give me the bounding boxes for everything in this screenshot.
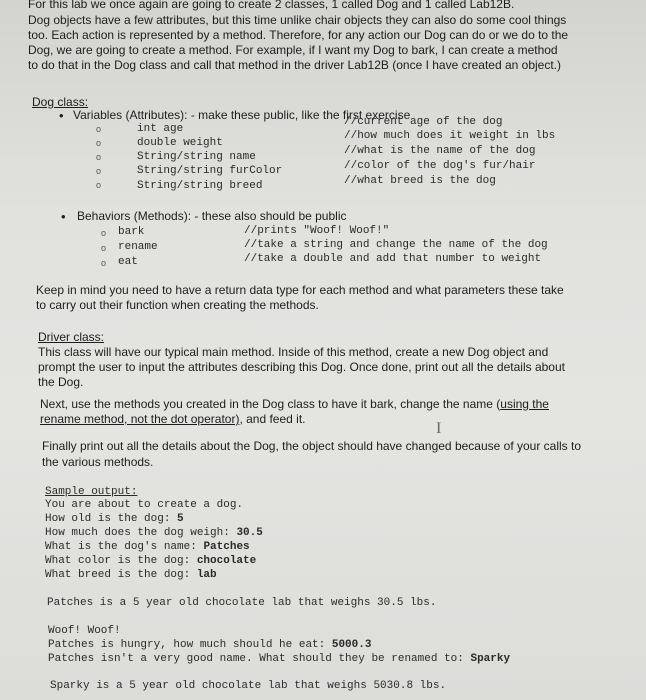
driver-line: This class will have our typical main method. Inside of this method, create a new Dog object and <box>38 345 549 359</box>
next-text-underlined: rename method, not the dot operator) <box>40 412 240 426</box>
variable-comment: //how much does it weight in lbs <box>344 130 556 142</box>
sample-line <box>48 639 371 651</box>
sample-line <box>45 499 243 511</box>
sample-input: lab <box>196 569 217 581</box>
variable-comment: //color of the dog's fur/hair <box>344 160 536 172</box>
sample-summary: Sparky is a 5 year old chocolate lab that weighs 5030.8 lbs. <box>50 680 447 692</box>
sample-line <box>45 555 256 567</box>
next-text-underlined: using the <box>500 397 549 411</box>
method-comment: //take a string and change the name of the dog <box>244 239 548 251</box>
sample-input: 30.5 <box>236 527 263 539</box>
return-note-line: Keep in mind you need to have a return data type for each method and what parameters these take <box>36 283 564 297</box>
intro-line: too. Each action is represented by a method. Therefore, for any action our Dog can do or we do to the <box>28 28 569 42</box>
variable-comment: //current age of the dog <box>344 116 503 128</box>
sample-output-heading: Sample output: <box>45 486 138 498</box>
method-comment: //take a double and add that number to weight <box>244 253 542 265</box>
variable-decl: int age <box>137 123 184 135</box>
final-line: the various methods. <box>42 455 154 469</box>
circle-bullet-icon: o <box>101 228 107 238</box>
intro-line: Dog objects have a few attributes, but this time unlike chair objects they can also do some cool things <box>28 13 567 27</box>
behaviors-label: Behaviors (Methods): - these also should be public <box>77 209 347 223</box>
sample-input: Patches <box>203 541 250 553</box>
circle-bullet-icon: o <box>96 138 102 148</box>
sample-prompt: Patches isn't a very good name. What should they be renamed to: <box>48 653 471 665</box>
sample-line <box>48 653 510 665</box>
circle-bullet-icon: o <box>101 243 107 253</box>
next-text: Next, use the methods you created in the Dog class to have it bark, change the name ( <box>40 397 501 411</box>
circle-bullet-icon: o <box>96 180 102 190</box>
sample-prompt: What is the dog's name: <box>45 541 204 553</box>
circle-bullet-icon: o <box>101 258 107 268</box>
method-comment: //prints "Woof! Woof!" <box>244 225 390 237</box>
sample-prompt: What breed is the dog: <box>45 569 197 581</box>
sample-input: Sparky <box>470 653 511 665</box>
variable-decl: String/string name <box>137 151 256 163</box>
intro-line: For this lab we once again are going to create 2 classes, 1 called Dog and 1 called Lab12B. <box>28 0 515 11</box>
variable-decl: double weight <box>137 137 223 149</box>
next-line <box>40 397 549 412</box>
driver-line: the Dog. <box>38 375 84 389</box>
final-line: Finally print out all the details about the Dog, the object should have changed because of your calls to <box>42 439 582 453</box>
bullet-icon: • <box>59 108 64 123</box>
text-cursor-icon: I <box>436 420 442 437</box>
sample-prompt: You are about to create a dog. <box>45 499 244 511</box>
dog-class-heading: Dog class: <box>32 95 89 109</box>
sample-prompt: Patches is hungry, how much should he eat: <box>48 639 332 651</box>
next-text: , and feed it. <box>239 412 306 426</box>
variable-comment: //what breed is the dog <box>344 175 496 187</box>
sample-prompt: What color is the dog: <box>45 555 197 567</box>
driver-class-heading: Driver class: <box>38 330 105 344</box>
sample-input: chocolate <box>196 555 257 567</box>
sample-summary: Patches is a 5 year old chocolate lab that weighs 30.5 lbs. <box>47 597 437 609</box>
circle-bullet-icon: o <box>96 152 102 162</box>
variable-decl: String/string furColor <box>137 165 283 177</box>
sample-line <box>45 513 184 525</box>
sample-woof: Woof! Woof! <box>48 625 121 637</box>
variable-decl: String/string breed <box>137 180 263 192</box>
method-name: bark <box>118 226 145 238</box>
intro-line: Dog, we are going to create a method. For example, if I want my Dog to bark, I can create a method <box>28 43 558 57</box>
method-name: rename <box>118 241 158 253</box>
bullet-icon: • <box>61 209 66 224</box>
sample-input: 5000.3 <box>331 639 372 651</box>
intro-line: to do that in the Dog class and call that method in the driver Lab12B (once I have created an object.) <box>28 58 561 72</box>
method-name: eat <box>118 256 138 268</box>
sample-line <box>45 569 217 581</box>
variable-comment: //what is the name of the dog <box>344 145 536 157</box>
sample-line <box>45 541 250 553</box>
sample-prompt: How much does the dog weigh: <box>45 527 237 539</box>
next-line <box>40 412 306 427</box>
sample-input: 5 <box>177 513 184 525</box>
return-note-line: to carry out their function when creating the methods. <box>36 298 319 312</box>
circle-bullet-icon: o <box>96 166 102 176</box>
sample-prompt: How old is the dog: <box>45 513 178 525</box>
driver-line: prompt the user to input the attributes describing this Dog. Once done, print out all the details about <box>38 360 565 374</box>
variables-label: Variables (Attributes): - make these public, like the first exercise <box>73 108 411 122</box>
sample-line <box>45 527 263 539</box>
circle-bullet-icon: o <box>96 124 102 134</box>
